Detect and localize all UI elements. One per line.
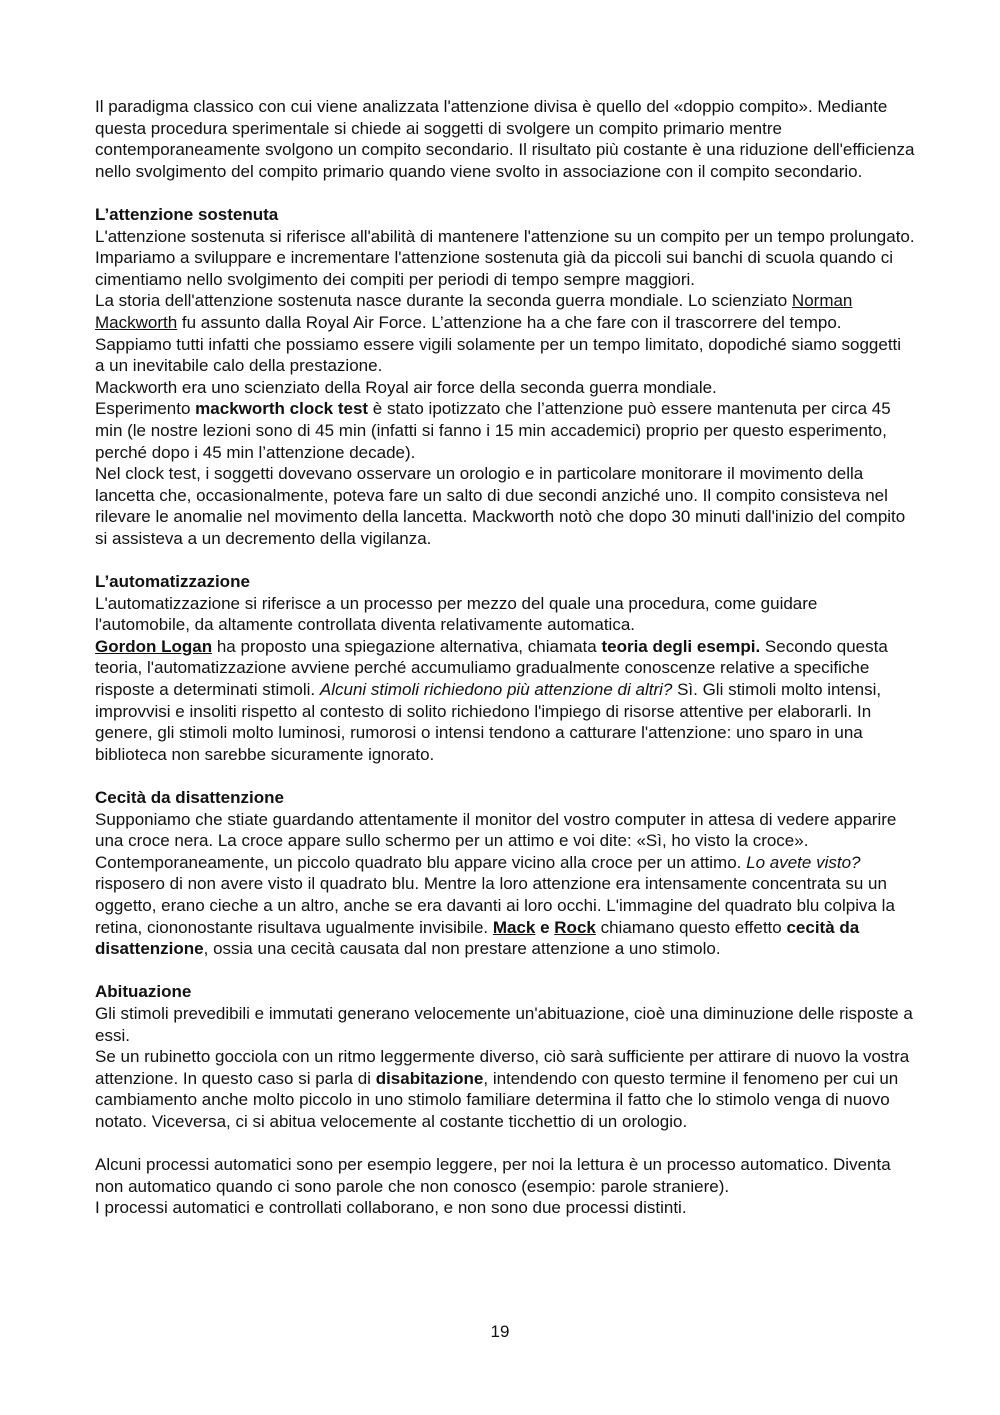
page-number: 19 (490, 1322, 510, 1341)
name-norman-mackworth: Norman Mackworth (95, 291, 853, 332)
document-page (95, 96, 915, 1219)
closing-paragraph-1: Alcuni processi automatici sono per esempio leggere, per noi la lettura è un processo automatico. Diventa non automatico quando ci sono parole che non conosco (esempio: parole straniere). (95, 1155, 891, 1196)
text-run: ha proposto una spiegazione alternativa, chiamata (212, 636, 602, 656)
italic-question: Alcuni stimoli richiedono più attenzione di altri? (319, 680, 673, 700)
italic-question: Lo avete visto? (746, 852, 861, 872)
intro-paragraph: Il paradigma classico con cui viene analizzata l'attenzione divisa è quello del «doppio compito». Mediante questa procedura sperimentale si chiede ai soggetti di svolgere un compito primario mentre contemporaneamente svolgono un compito secondario. Il risultato più costante è una riduzione dell'efficienza nello svolgimento del compito primario quando viene svolto in associazione con il compito secondario. (95, 97, 915, 181)
spacer (95, 960, 915, 982)
spacer (95, 182, 915, 204)
conjunction: e (535, 917, 555, 937)
section-heading-sostenuta: L’attenzione sostenuta (95, 204, 279, 224)
automatizzazione-paragraph-2 (95, 636, 915, 766)
abituazione-paragraph-2 (95, 1046, 915, 1132)
text-run: La storia dell'attenzione sostenuta nasce durante la seconda guerra mondiale. Lo scienziato (95, 291, 792, 311)
sostenuta-paragraph-5: Nel clock test, i soggetti dovevano osservare un orologio e in particolare monitorare il movimento della lancetta che, occasionalmente, poteva fare un salto di due secondi anziché uno. Il compito consisteva nel rilevare le anomalie nel movimento della lancetta. Mackworth notò che dopo 30 minuti dall'inizio del compito si assisteva a un decremento della vigilanza. (95, 464, 906, 548)
cecita-paragraph-2 (95, 852, 915, 960)
text-run: Se un rubinetto gocciola con un ritmo leggermente diverso, ciò sarà sufficiente per attirare di nuovo la vostra attenzione. In questo caso si parla di (95, 1047, 910, 1088)
closing-paragraph-2: I processi automatici e controllati collaborano, e non sono due processi distinti. (95, 1198, 687, 1218)
term-teoria-esempi: teoria degli esempi. (601, 636, 761, 656)
text-run: è stato ipotizzato che l’attenzione può essere mantenuta per circa 45 min (le nostre lezioni sono di 45 min (infatti si fanno i 15 min accademici) proprio per questo esperimento, perché dopo i 45 min l’attenzione decade). (95, 399, 891, 462)
sostenuta-paragraph-3: Mackworth era uno scienziato della Royal air force della seconda guerra mondiale. (95, 377, 717, 397)
text-run: , intendendo con questo termine il fenomeno per cui un cambiamento anche molto piccolo in uno stimolo familiare determina il fatto che lo stimolo venga di nuovo notato. Viceversa, ci si abitua velocemente al costante ticchettio di un orologio. (95, 1068, 899, 1131)
text-run: Contemporaneamente, un piccolo quadrato blu appare vicino alla croce per un attimo. (95, 852, 747, 872)
text-run: chiamano questo effetto (595, 917, 787, 937)
sostenuta-paragraph-2 (95, 290, 915, 376)
name-rock: Rock (554, 917, 596, 937)
name-mack: Mack (492, 917, 536, 937)
cecita-paragraph-1: Supponiamo che stiate guardando attentamente il monitor del vostro computer in attesa di vedere apparire una croce nera. La croce appare sullo schermo per un attimo e voi dite: «Sì, ho visto la croce». (95, 809, 897, 851)
spacer (95, 765, 915, 787)
sostenuta-paragraph-4 (95, 398, 915, 463)
text-run: fu assunto dalla Royal Air Force. L’attenzione ha a che fare con il trascorrere del tempo. Sappiamo tutti infatti che possiamo essere vigili solamente per un tempo limitato, dopodiché siamo soggetti a un inevitabile calo della prestazione. (95, 312, 902, 376)
sostenuta-paragraph-1: L'attenzione sostenuta si riferisce all'abilità di mantenere l'attenzione su un compito per un tempo prolungato. Impariamo a sviluppare e incrementare l'attenzione sostenuta già da piccoli sui banchi di scuola quando ci cimentiamo nello svolgimento dei compiti per periodi di tempo sempre maggiori. (95, 226, 915, 289)
text-run: Esperimento (95, 399, 196, 419)
section-heading-abituazione: Abituazione (95, 982, 192, 1002)
text-run: , ossia una cecità causata dal non prestare attenzione a uno stimolo. (203, 939, 721, 959)
name-gordon-logan: Gordon Logan (95, 636, 213, 656)
spacer (95, 1133, 915, 1155)
text-run: risposero di non avere visto il quadrato blu. Mentre la loro attenzione era intensamente concentrata su un oggetto, erano cieche a un altro, anche se era davanti ai loro occhi. L'immagine del quadrato blu colpiva la retina, ciononostante risultava ugualmente invisibile. (95, 874, 895, 937)
section-heading-cecita: Cecità da disattenzione (95, 788, 284, 807)
spacer (95, 549, 915, 571)
text-run: Secondo questa teoria, l'automatizzazione avviene perché accumuliamo gradualmente conoscenze relative a specifiche risposte a determinati stimoli. (95, 636, 888, 700)
term-clock-test: mackworth clock test (195, 399, 369, 419)
term-cecita: cecità da disattenzione (95, 917, 860, 959)
section-heading-automatizzazione: L’automatizzazione (95, 572, 250, 592)
text-run: Sì. Gli stimoli molto intensi, improvvisi e insoliti rispetto al contesto di solito richiedono l'impiego di risorse attentive per elaborarli. In genere, gli stimoli molto luminosi, rumorosi o intensi tendono a catturare l'attenzione: uno sparo in una biblioteca non sarebbe sicuramente ignorato. (95, 680, 882, 764)
term-disabitazione: disabitazione (375, 1068, 484, 1088)
abituazione-paragraph-1: Gli stimoli prevedibili e immutati generano velocemente un'abituazione, cioè una diminuzione delle risposte a essi. (95, 1003, 913, 1045)
automatizzazione-paragraph-1: L'automatizzazione si riferisce a un processo per mezzo del quale una procedura, come guidare l'automobile, da altamente controllata diventa relativamente automatica. (95, 593, 818, 635)
